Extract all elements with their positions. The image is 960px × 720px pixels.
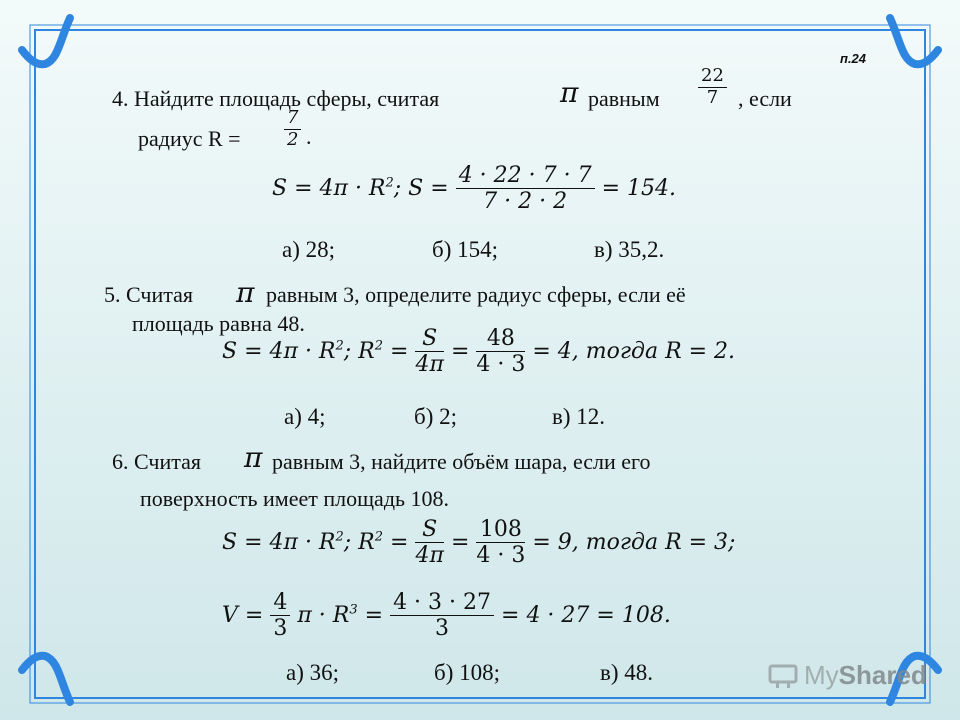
task5-solution: $S = 4\pi \cdot R^2$; $R^2$ = $\frac{S}{4\pi}$ = $\frac{48}{4 \cdot 3}$ = 4, тогда R = 2. bbox=[222, 326, 736, 378]
task5-question-line1a: 5. Считая bbox=[104, 282, 193, 307]
task6-solution-line2: V = $\frac{4}{3}$ $\pi \cdot R^3$ = $\frac{4 \cdot 3 \cdot 27}{3}$ = 4 · 27 = 108. bbox=[222, 590, 671, 642]
radius-dot: . bbox=[306, 124, 312, 149]
task6-answer-a: а) 36; bbox=[286, 660, 340, 685]
task5-answer-b: б) 2; bbox=[414, 404, 458, 429]
pi-symbol: π bbox=[560, 76, 579, 109]
task4-answer-a: а) 28; bbox=[282, 237, 336, 262]
task5-question-line2: площадь равна 48. bbox=[132, 311, 305, 336]
task4-question-line2: радиус R = bbox=[138, 126, 241, 151]
task5-answer-a: а) 4; bbox=[284, 404, 326, 429]
watermark-logo: MyShared bbox=[768, 660, 927, 691]
pi-symbol: π bbox=[244, 441, 263, 474]
task6-question-line1a: 6. Считая bbox=[112, 449, 201, 474]
radius-fraction: $\frac{7}{2}$ bbox=[284, 108, 301, 150]
task6-question-line2: поверхность имеет площадь 108. bbox=[140, 486, 450, 511]
pi-value-fraction: $\frac{22}{7}$ bbox=[698, 66, 727, 108]
page-number: п.24 bbox=[840, 51, 867, 66]
task5-question-line1b: равным 3, определите радиус сферы, если её bbox=[266, 282, 686, 307]
task4-question-line1c: , если bbox=[738, 86, 792, 111]
task4-question-line1b: равным bbox=[588, 86, 660, 111]
task6-solution-line1: $S = 4\pi \cdot R^2$; $R^2$ = $\frac{S}{4\pi}$ = $\frac{108}{4 \cdot 3}$ = 9, тогда R = 3; bbox=[222, 517, 736, 569]
task4-solution: $S = 4\pi \cdot R^2$; S = $\frac{4 \cdot 22 \cdot 7 \cdot 7}{7 \cdot 2 \cdot 2}$ = 154. bbox=[272, 163, 677, 215]
task4-question-line1a: 4. Найдите площадь сферы, считая bbox=[112, 86, 440, 111]
task6-question-line1b: равным 3, найдите объём шара, если его bbox=[272, 449, 651, 474]
projector-icon bbox=[768, 662, 798, 690]
task4-answer-b: б) 154; bbox=[432, 237, 499, 262]
task5-answer-c: в) 12. bbox=[552, 404, 606, 429]
task4-answer-c: в) 35,2. bbox=[594, 237, 665, 262]
pi-symbol: π bbox=[236, 276, 255, 309]
task6-answer-b: б) 108; bbox=[434, 660, 501, 685]
task6-answer-c: в) 48. bbox=[600, 660, 654, 685]
